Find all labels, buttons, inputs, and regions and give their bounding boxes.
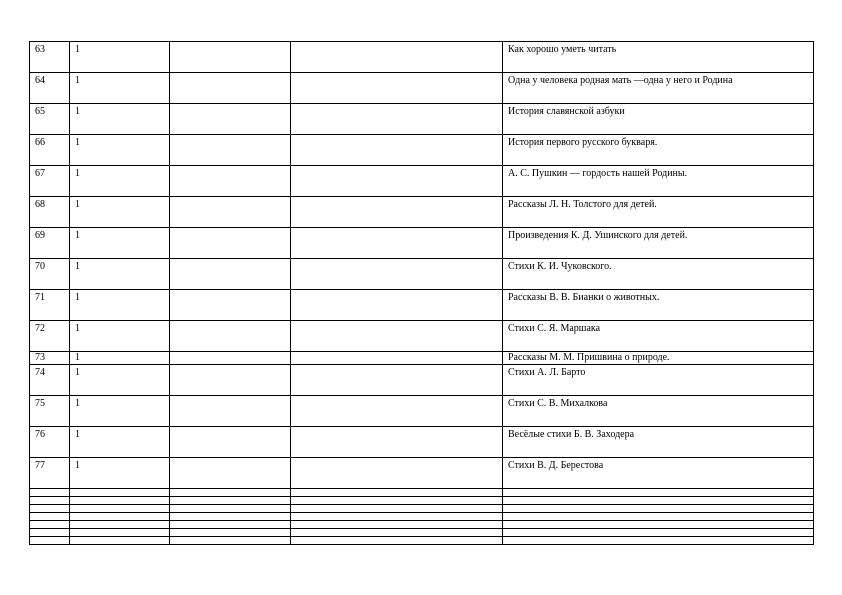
planned-date-cell bbox=[170, 259, 291, 290]
actual-date-cell bbox=[291, 166, 503, 197]
planned-date-cell bbox=[170, 104, 291, 135]
planned-date-cell bbox=[170, 290, 291, 321]
empty-cell bbox=[291, 489, 503, 497]
lesson-number-cell: 77 bbox=[30, 458, 70, 489]
table-row bbox=[30, 458, 814, 489]
lesson-number-cell: 63 bbox=[30, 42, 70, 73]
empty-cell bbox=[503, 489, 814, 497]
empty-cell bbox=[30, 513, 70, 521]
actual-date-cell bbox=[291, 42, 503, 73]
actual-date-cell bbox=[291, 73, 503, 104]
lesson-number-cell: 71 bbox=[30, 290, 70, 321]
lesson-topic-cell: История славянской азбуки bbox=[503, 104, 814, 135]
lesson-topic-cell: Рассказы В. В. Бианки о животных. bbox=[503, 290, 814, 321]
planned-date-cell bbox=[170, 42, 291, 73]
actual-date-cell bbox=[291, 396, 503, 427]
empty-table-row bbox=[30, 521, 814, 529]
planned-date-cell bbox=[170, 365, 291, 396]
table-row bbox=[30, 290, 814, 321]
lesson-topic-cell: Рассказы М. М. Пришвина о природе. bbox=[503, 352, 814, 365]
planned-date-cell bbox=[170, 352, 291, 365]
actual-date-cell bbox=[291, 365, 503, 396]
hours-cell: 1 bbox=[70, 166, 170, 197]
lesson-number-cell: 66 bbox=[30, 135, 70, 166]
empty-cell bbox=[30, 521, 70, 529]
table-row bbox=[30, 259, 814, 290]
lesson-number-cell: 70 bbox=[30, 259, 70, 290]
hours-cell: 1 bbox=[70, 259, 170, 290]
empty-cell bbox=[70, 505, 170, 513]
empty-cell bbox=[503, 513, 814, 521]
hours-cell: 1 bbox=[70, 365, 170, 396]
hours-cell: 1 bbox=[70, 458, 170, 489]
empty-table-row bbox=[30, 537, 814, 545]
lesson-number-cell: 74 bbox=[30, 365, 70, 396]
table-row bbox=[30, 321, 814, 352]
hours-cell: 1 bbox=[70, 104, 170, 135]
planned-date-cell bbox=[170, 458, 291, 489]
lesson-topic-cell: Стихи К. И. Чуковского. bbox=[503, 259, 814, 290]
empty-cell bbox=[170, 489, 291, 497]
table-row bbox=[30, 396, 814, 427]
empty-cell bbox=[170, 497, 291, 505]
empty-cell bbox=[291, 521, 503, 529]
planned-date-cell bbox=[170, 166, 291, 197]
table-row bbox=[30, 166, 814, 197]
table-row bbox=[30, 104, 814, 135]
table-row bbox=[30, 427, 814, 458]
actual-date-cell bbox=[291, 197, 503, 228]
lesson-number-cell: 68 bbox=[30, 197, 70, 228]
lesson-topic-cell: Стихи В. Д. Берестова bbox=[503, 458, 814, 489]
empty-cell bbox=[70, 513, 170, 521]
lesson-number-cell: 75 bbox=[30, 396, 70, 427]
empty-cell bbox=[503, 505, 814, 513]
lesson-topic-cell: Весёлые стихи Б. В. Заходера bbox=[503, 427, 814, 458]
lesson-topic-cell: Рассказы Л. Н. Толстого для детей. bbox=[503, 197, 814, 228]
planned-date-cell bbox=[170, 73, 291, 104]
empty-cell bbox=[170, 513, 291, 521]
hours-cell: 1 bbox=[70, 321, 170, 352]
empty-cell bbox=[170, 529, 291, 537]
lesson-topic-cell: История первого русского букваря. bbox=[503, 135, 814, 166]
lesson-topic-cell: Одна у человека родная мать —одна у него и Родина bbox=[503, 73, 814, 104]
hours-cell: 1 bbox=[70, 427, 170, 458]
empty-table-row bbox=[30, 505, 814, 513]
empty-cell bbox=[291, 513, 503, 521]
lesson-number-cell: 73 bbox=[30, 352, 70, 365]
hours-cell: 1 bbox=[70, 42, 170, 73]
lesson-topic-cell: Стихи С. В. Михалкова bbox=[503, 396, 814, 427]
table-row bbox=[30, 42, 814, 73]
empty-cell bbox=[503, 497, 814, 505]
empty-cell bbox=[70, 521, 170, 529]
planned-date-cell bbox=[170, 197, 291, 228]
planned-date-cell bbox=[170, 427, 291, 458]
empty-cell bbox=[291, 505, 503, 513]
empty-table-row bbox=[30, 497, 814, 505]
empty-cell bbox=[170, 537, 291, 545]
empty-cell bbox=[503, 521, 814, 529]
lesson-number-cell: 67 bbox=[30, 166, 70, 197]
actual-date-cell bbox=[291, 427, 503, 458]
empty-cell bbox=[170, 521, 291, 529]
lesson-number-cell: 76 bbox=[30, 427, 70, 458]
table-row bbox=[30, 365, 814, 396]
empty-table-row bbox=[30, 513, 814, 521]
hours-cell: 1 bbox=[70, 352, 170, 365]
actual-date-cell bbox=[291, 290, 503, 321]
lesson-topic-cell: Стихи С. Я. Маршака bbox=[503, 321, 814, 352]
empty-cell bbox=[70, 537, 170, 545]
table-row bbox=[30, 73, 814, 104]
hours-cell: 1 bbox=[70, 228, 170, 259]
empty-cell bbox=[70, 489, 170, 497]
planned-date-cell bbox=[170, 228, 291, 259]
actual-date-cell bbox=[291, 321, 503, 352]
hours-cell: 1 bbox=[70, 73, 170, 104]
planned-date-cell bbox=[170, 135, 291, 166]
actual-date-cell bbox=[291, 228, 503, 259]
lesson-topic-cell: Как хорошо уметь читать bbox=[503, 42, 814, 73]
actual-date-cell bbox=[291, 104, 503, 135]
actual-date-cell bbox=[291, 259, 503, 290]
empty-cell bbox=[30, 497, 70, 505]
hours-cell: 1 bbox=[70, 197, 170, 228]
lesson-number-cell: 65 bbox=[30, 104, 70, 135]
hours-cell: 1 bbox=[70, 135, 170, 166]
empty-cell bbox=[70, 497, 170, 505]
empty-cell bbox=[30, 529, 70, 537]
empty-cell bbox=[291, 537, 503, 545]
empty-cell bbox=[30, 537, 70, 545]
empty-cell bbox=[291, 497, 503, 505]
planned-date-cell bbox=[170, 321, 291, 352]
empty-cell bbox=[30, 489, 70, 497]
lesson-topic-cell: Стихи А. Л. Барто bbox=[503, 365, 814, 396]
empty-cell bbox=[170, 505, 291, 513]
empty-cell bbox=[30, 505, 70, 513]
empty-table-row bbox=[30, 529, 814, 537]
empty-cell bbox=[70, 529, 170, 537]
actual-date-cell bbox=[291, 458, 503, 489]
lesson-topic-cell: А. С. Пушкин — гордость нашей Родины. bbox=[503, 166, 814, 197]
actual-date-cell bbox=[291, 352, 503, 365]
lesson-number-cell: 72 bbox=[30, 321, 70, 352]
empty-table-row bbox=[30, 489, 814, 497]
empty-cell bbox=[291, 529, 503, 537]
empty-cell bbox=[503, 537, 814, 545]
hours-cell: 1 bbox=[70, 290, 170, 321]
lesson-topic-cell: Произведения К. Д. Ушинского для детей. bbox=[503, 228, 814, 259]
lesson-number-cell: 64 bbox=[30, 73, 70, 104]
actual-date-cell bbox=[291, 135, 503, 166]
lesson-plan-table bbox=[29, 41, 814, 545]
lesson-number-cell: 69 bbox=[30, 228, 70, 259]
empty-cell bbox=[503, 529, 814, 537]
table-row bbox=[30, 352, 814, 365]
lesson-plan-table-body bbox=[30, 42, 814, 545]
table-row bbox=[30, 228, 814, 259]
hours-cell: 1 bbox=[70, 396, 170, 427]
table-row bbox=[30, 197, 814, 228]
table-row bbox=[30, 135, 814, 166]
planned-date-cell bbox=[170, 396, 291, 427]
